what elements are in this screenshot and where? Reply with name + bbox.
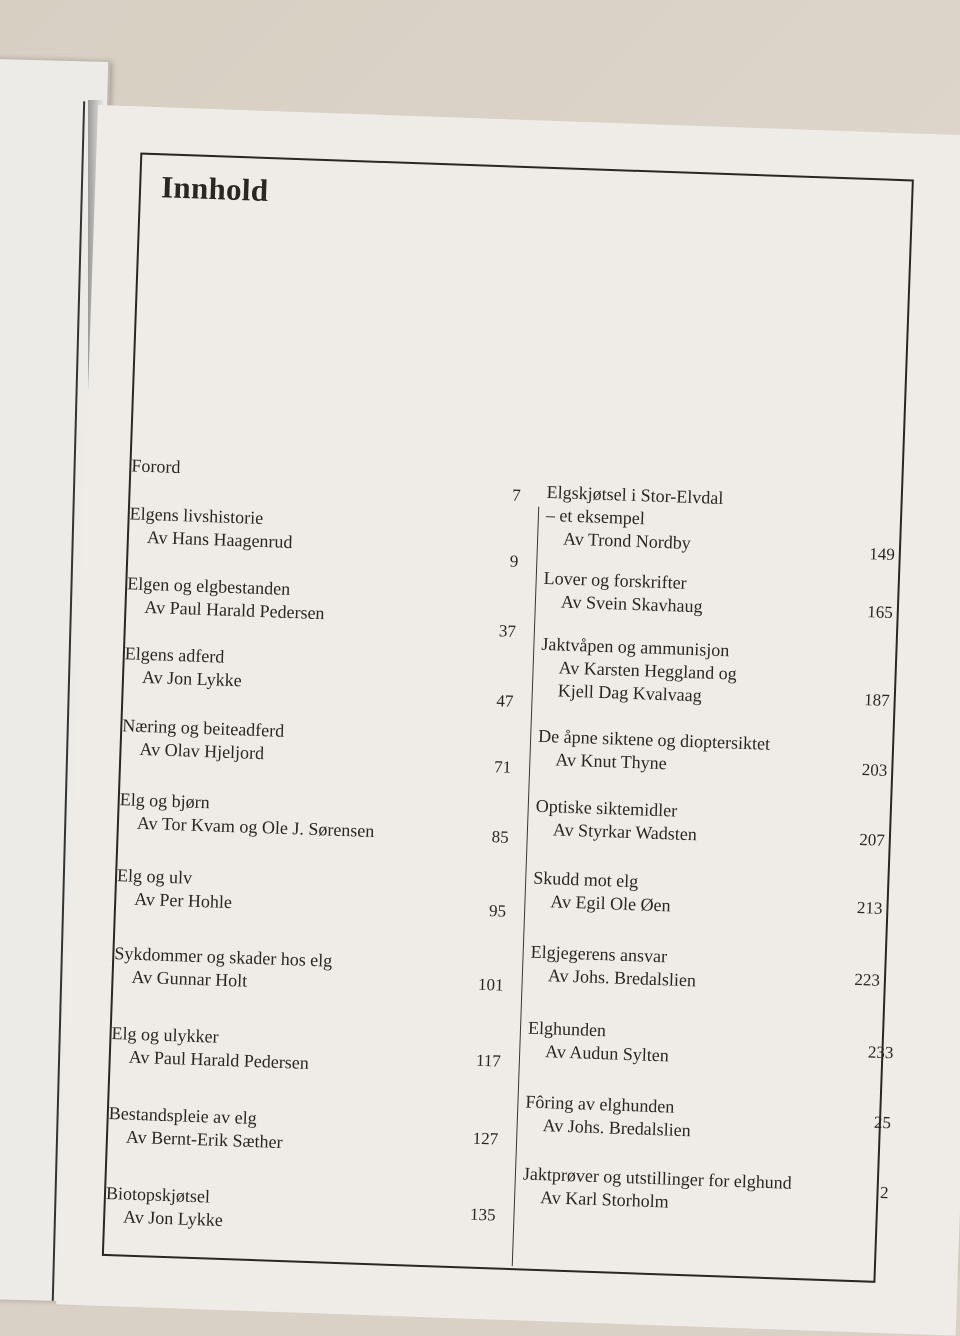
- entry-author: Av Bernt-Erik Sæther: [125, 1126, 283, 1153]
- entry-title: Optiske siktemidler: [535, 795, 678, 821]
- entry-title: Elghunden: [527, 1017, 607, 1041]
- toc-entry: [113, 942, 514, 1002]
- entry-title: Elgjegerens ansvar: [530, 941, 668, 967]
- entry-title: Elgens livshistorie: [129, 503, 264, 529]
- toc-entry: [126, 572, 527, 641]
- entry-title: Sykdommer og skader hos elg: [114, 943, 333, 971]
- toc-entry: [535, 795, 896, 854]
- entry-author: Av Johs. Bredalslien: [542, 1115, 692, 1141]
- toc-entry: [543, 567, 904, 626]
- toc-entry: [539, 633, 901, 715]
- entry-title: Elgskjøtsel i Stor-Elvdal: [546, 481, 724, 509]
- toc-entry: [524, 1091, 892, 1150]
- entry-title: Forord: [131, 455, 181, 478]
- entry-page: 85: [491, 827, 510, 847]
- entry-author: Av Knut Thyne: [555, 749, 668, 774]
- entry-author: Av Svein Skavhaug: [560, 591, 703, 617]
- toc-entry: [529, 941, 890, 1000]
- entry-author: Av Gunnar Holt: [131, 966, 248, 991]
- entry-page: 213: [856, 897, 883, 918]
- entry-title: Elgens adferd: [124, 643, 225, 667]
- entry-author: Av Audun Sylten: [544, 1041, 670, 1066]
- entry-author: Av Karl Storholm: [539, 1187, 670, 1212]
- entry-page: 149: [868, 544, 896, 565]
- toc-entry: [522, 1162, 889, 1221]
- entry-author: Av Styrkar Wadsten: [552, 819, 698, 845]
- entry-author: Av Johs. Bredalslien: [547, 965, 697, 991]
- entry-author: Av Paul Harald Pedersen: [144, 596, 325, 624]
- entry-title: Elg og ulykker: [111, 1023, 219, 1047]
- toc-entry: [131, 454, 532, 505]
- entry-author-line2: Kjell Dag Kvalvaag: [557, 680, 703, 706]
- entry-title: De åpne siktene og dioptersiktet: [537, 725, 771, 754]
- toc-entry: [108, 1102, 509, 1162]
- entry-title: Jaktvåpen og ammunisjon: [541, 633, 730, 661]
- entry-author: Av Olav Hjeljord: [139, 738, 265, 764]
- entry-page: 95: [488, 901, 507, 921]
- toc-entry: [116, 864, 517, 924]
- entry-title: Jaktprøver og utstillinger for elghund: [522, 1163, 793, 1193]
- entry-title: Elg og bjørn: [119, 789, 211, 813]
- toc-entry: [532, 867, 893, 926]
- book-page: [56, 105, 960, 1336]
- entry-subtitle: – et eksempel: [545, 504, 646, 529]
- entry-author: Av Egil Ole Øen: [550, 891, 671, 916]
- toc-entry: [537, 725, 898, 784]
- entry-page: 207: [858, 830, 886, 850]
- entry-title: Biotopskjøtsel: [105, 1182, 211, 1207]
- entry-page: 101: [477, 974, 504, 995]
- entry-page: 37: [498, 621, 517, 641]
- entry-title: Elgen og elgbestanden: [126, 573, 291, 599]
- entry-page: 233: [867, 1042, 894, 1063]
- toc-entry: [545, 481, 907, 563]
- entry-page: 25: [873, 1112, 892, 1133]
- toc-entry: [110, 1022, 511, 1082]
- toc-entry: [124, 642, 525, 711]
- entry-author: Av Jon Lykke: [122, 1206, 224, 1231]
- entry-page: 9: [509, 551, 519, 571]
- entry-page: 47: [496, 691, 514, 711]
- toc-right-column: [522, 469, 908, 1212]
- entry-page: 165: [866, 602, 894, 623]
- entry-page: 127: [472, 1128, 499, 1149]
- page-title: Innhold: [160, 169, 269, 208]
- toc-entry: [119, 788, 520, 848]
- entry-page: 7: [511, 485, 521, 505]
- toc-entry: [527, 1017, 894, 1076]
- entry-page: 223: [854, 969, 881, 990]
- entry-author: Av Karsten Heggland og: [558, 657, 738, 684]
- entry-title: Næring og beiteadferd: [122, 715, 285, 741]
- toc-entry: [105, 1182, 506, 1242]
- entry-page: 117: [475, 1050, 502, 1071]
- toc-entry: [121, 714, 522, 777]
- entry-title: Skudd mot elg: [532, 867, 639, 892]
- page-frame: [102, 153, 914, 1283]
- entry-author: Av Paul Harald Pedersen: [128, 1046, 310, 1073]
- entry-page: 135: [469, 1204, 496, 1225]
- entry-page: 71: [493, 757, 512, 777]
- entry-author: Av Per Hohle: [133, 888, 233, 913]
- entry-author: Av Hans Haagenrud: [146, 526, 293, 553]
- entry-author: Av Trond Nordby: [562, 528, 692, 553]
- entry-title: Fôring av elghunden: [525, 1091, 675, 1117]
- toc-left-column: [105, 454, 532, 1231]
- entry-title: Bestandspleie av elg: [108, 1102, 258, 1129]
- toc-entry: [129, 502, 530, 571]
- entry-author: Av Jon Lykke: [141, 666, 243, 691]
- entry-page: 203: [861, 760, 888, 780]
- entry-title: Lover og forskrifter: [543, 567, 687, 593]
- entry-page: 2: [879, 1182, 889, 1203]
- entry-title: Elg og ulv: [116, 865, 193, 888]
- entry-page: 187: [863, 690, 891, 710]
- entry-author: Av Tor Kvam og Ole J. Sørensen: [136, 812, 375, 842]
